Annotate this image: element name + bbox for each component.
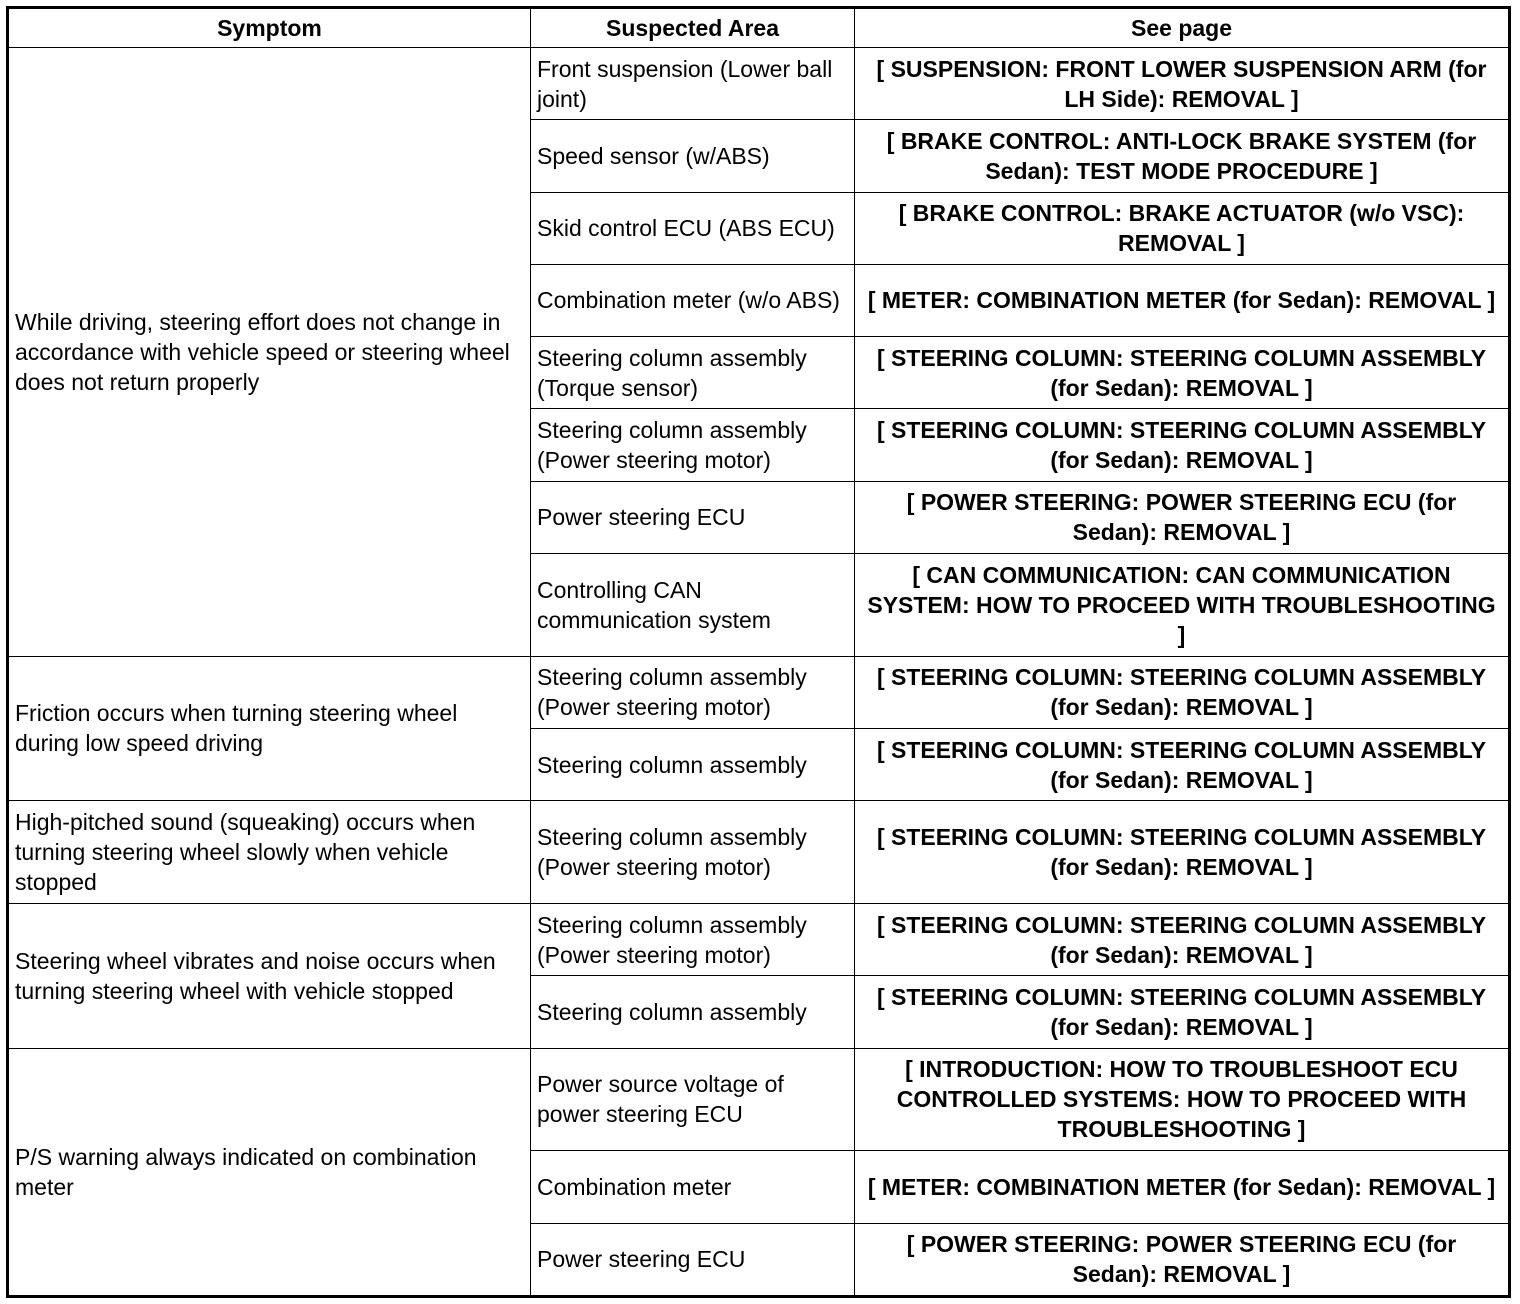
see-page-cell xyxy=(855,656,1510,728)
symptom-cell: P/S warning always indicated on combination meter xyxy=(8,1048,531,1296)
see-page-link[interactable]: [ STEERING COLUMN: STEERING COLUMN ASSEMBLY (for Sedan): REMOVAL ] xyxy=(876,983,1487,1040)
see-page-cell xyxy=(855,728,1510,800)
table-row xyxy=(8,903,1510,975)
see-page-link[interactable]: [ BRAKE CONTROL: BRAKE ACTUATOR (w/o VSC): REMOVAL ] xyxy=(898,200,1465,257)
suspected-area-cell: Power steering ECU xyxy=(531,1223,855,1296)
suspected-area-cell: Front suspension (Lower ball joint) xyxy=(531,48,855,120)
suspected-area-cell: Steering column assembly xyxy=(531,976,855,1048)
see-page-cell xyxy=(855,48,1510,120)
see-page-cell xyxy=(855,120,1510,192)
suspected-area-cell: Power source voltage of power steering ECU xyxy=(531,1048,855,1151)
see-page-link[interactable]: [ STEERING COLUMN: STEERING COLUMN ASSEMBLY (for Sedan): REMOVAL ] xyxy=(876,416,1487,473)
see-page-link[interactable]: [ POWER STEERING: POWER STEERING ECU (for Sedan): REMOVAL ] xyxy=(906,1231,1457,1288)
see-page-link[interactable]: [ METER: COMBINATION METER (for Sedan): REMOVAL ] xyxy=(867,287,1496,314)
header-row xyxy=(8,8,1510,48)
see-page-cell xyxy=(855,553,1510,656)
suspected-area-cell: Controlling CAN communication system xyxy=(531,553,855,656)
see-page-link[interactable]: [ STEERING COLUMN: STEERING COLUMN ASSEMBLY (for Sedan): REMOVAL ] xyxy=(876,824,1487,881)
see-page-link[interactable]: [ SUSPENSION: FRONT LOWER SUSPENSION ARM (for LH Side): REMOVAL ] xyxy=(876,55,1487,112)
header-symptom: Symptom xyxy=(8,8,531,48)
see-page-link[interactable]: [ CAN COMMUNICATION: CAN COMMUNICATION SYSTEM: HOW TO PROCEED WITH TROUBLESHOOTING ] xyxy=(867,561,1496,648)
suspected-area-cell: Skid control ECU (ABS ECU) xyxy=(531,192,855,264)
see-page-cell xyxy=(855,192,1510,264)
see-page-cell xyxy=(855,1048,1510,1151)
symptom-cell: Friction occurs when turning steering wheel during low speed driving xyxy=(8,656,531,801)
symptom-cell: Steering wheel vibrates and noise occurs when turning steering wheel with vehicle stopped xyxy=(8,903,531,1048)
see-page-link[interactable]: [ STEERING COLUMN: STEERING COLUMN ASSEMBLY (for Sedan): REMOVAL ] xyxy=(876,911,1487,968)
see-page-link[interactable]: [ METER: COMBINATION METER (for Sedan): REMOVAL ] xyxy=(867,1173,1496,1200)
see-page-link[interactable]: [ POWER STEERING: POWER STEERING ECU (for Sedan): REMOVAL ] xyxy=(906,489,1457,546)
see-page-cell xyxy=(855,409,1510,481)
see-page-cell xyxy=(855,801,1510,904)
suspected-area-cell: Steering column assembly (Power steering motor) xyxy=(531,801,855,904)
see-page-cell xyxy=(855,1151,1510,1223)
table-row xyxy=(8,1048,1510,1151)
suspected-area-cell: Steering column assembly (Power steering motor) xyxy=(531,409,855,481)
suspected-area-cell: Steering column assembly (Power steering motor) xyxy=(531,656,855,728)
suspected-area-cell: Steering column assembly (Power steering motor) xyxy=(531,903,855,975)
suspected-area-cell: Power steering ECU xyxy=(531,481,855,553)
header-suspected-area: Suspected Area xyxy=(531,8,855,48)
table-row xyxy=(8,48,1510,120)
table-row xyxy=(8,656,1510,728)
suspected-area-cell: Steering column assembly (Torque sensor) xyxy=(531,337,855,409)
see-page-cell xyxy=(855,976,1510,1048)
see-page-cell xyxy=(855,481,1510,553)
see-page-link[interactable]: [ STEERING COLUMN: STEERING COLUMN ASSEMBLY (for Sedan): REMOVAL ] xyxy=(876,344,1487,401)
symptom-cell: High-pitched sound (squeaking) occurs when turning steering wheel slowly when vehicle stopped xyxy=(8,801,531,904)
table-row xyxy=(8,801,1510,904)
header-see-page: See page xyxy=(855,8,1510,48)
see-page-link[interactable]: [ BRAKE CONTROL: ANTI-LOCK BRAKE SYSTEM (for Sedan): TEST MODE PROCEDURE ] xyxy=(886,127,1477,184)
suspected-area-cell: Steering column assembly xyxy=(531,728,855,800)
see-page-cell xyxy=(855,1223,1510,1296)
see-page-cell xyxy=(855,903,1510,975)
suspected-area-cell: Speed sensor (w/ABS) xyxy=(531,120,855,192)
suspected-area-cell: Combination meter xyxy=(531,1151,855,1223)
see-page-link[interactable]: [ STEERING COLUMN: STEERING COLUMN ASSEMBLY (for Sedan): REMOVAL ] xyxy=(876,736,1487,793)
symptom-cell: While driving, steering effort does not change in accordance with vehicle speed or steering wheel does not return properly xyxy=(8,48,531,657)
see-page-link[interactable]: [ STEERING COLUMN: STEERING COLUMN ASSEMBLY (for Sedan): REMOVAL ] xyxy=(876,664,1487,721)
see-page-cell xyxy=(855,264,1510,336)
see-page-link[interactable]: [ INTRODUCTION: HOW TO TROUBLESHOOT ECU CONTROLLED SYSTEMS: HOW TO PROCEED WITH TROUBLESHOOTING ] xyxy=(896,1056,1467,1143)
suspected-area-cell: Combination meter (w/o ABS) xyxy=(531,264,855,336)
troubleshooting-table xyxy=(6,6,1511,1298)
see-page-cell xyxy=(855,337,1510,409)
